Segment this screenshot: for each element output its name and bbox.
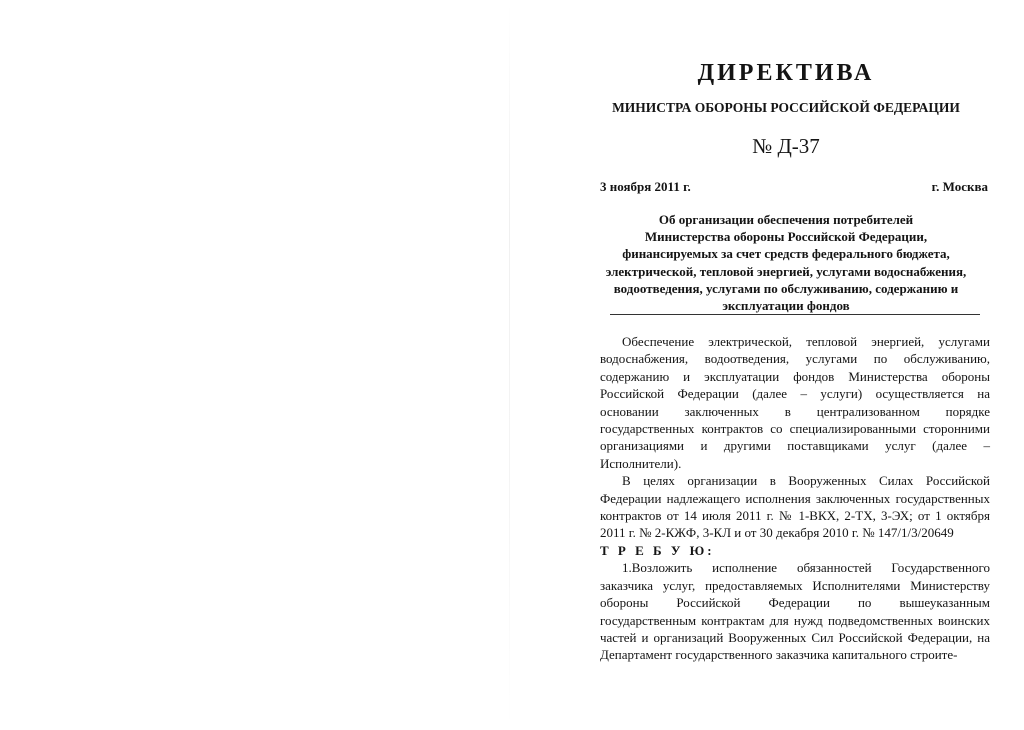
subject-line: водоотведения, услугами по обслуживанию, содержанию и bbox=[613, 280, 959, 296]
subject-line: финансируемых за счет средств федерального бюджета, bbox=[622, 246, 950, 262]
document-place: г. Москва bbox=[931, 179, 988, 194]
page-fold bbox=[509, 0, 510, 730]
body-paragraph: В целях организации в Вооруженных Силах Российской Федерации надлежащего исполнения заключенных государственных контрактов от 14 июля 2011 г. № 1-ВКХ, 2-ТХ, 3-ЭХ; от 1 октября 2011 г. № 2-КЖФ, 3-КЛ и от 30 декабря 2010 г. № 147/1/3/20649 bbox=[600, 473, 990, 541]
subject-line: электрической, тепловой энергией, услугами водоснабжения, bbox=[605, 263, 967, 279]
document-type-title: ДИРЕКТИВА bbox=[697, 60, 875, 86]
body-paragraph: Обеспечение электрической, тепловой энергией, услугами водоснабжения, водоотведения, услугами по обслуживанию, содержанию и эксплуатации фондов Министерства обороны Российской Федерации (далее – услуги) осуществляется на основании заключенных в централизованном порядке государственных контрактов со специализированными сторонними организациями и другими поставщиками услуг (далее – Исполнители). bbox=[600, 334, 990, 471]
document-date: 3 ноября 2011 г. bbox=[600, 179, 691, 194]
order-word: Т Р Е Б У Ю: bbox=[600, 542, 715, 558]
document-body bbox=[600, 333, 990, 664]
subject-line: эксплуатации фондов bbox=[722, 298, 850, 314]
subject-line: Министерства обороны Российской Федерации, bbox=[644, 229, 928, 245]
document-issuer: МИНИСТРА ОБОРОНЫ РОССИЙСКОЙ ФЕДЕРАЦИИ bbox=[612, 100, 960, 115]
document-number: № Д-37 bbox=[752, 134, 820, 158]
left-blank-page bbox=[0, 0, 509, 730]
order-heading bbox=[600, 542, 990, 559]
document-subject bbox=[580, 211, 992, 314]
subject-underline bbox=[610, 314, 980, 315]
clause-1: 1.Возложить исполнение обязанностей Государственного заказчика услуг, предоставляемых Исполнителями Министерству обороны Российской Федерации по вышеуказанным государственным контрактам для нужд подведомственных воинских частей и организаций Вооруженных Сил Российской Федерации, на Департамент государственного заказчика капитального строите- bbox=[600, 560, 990, 663]
subject-line: Об организации обеспечения потребителей bbox=[658, 212, 914, 227]
right-page bbox=[580, 0, 990, 730]
